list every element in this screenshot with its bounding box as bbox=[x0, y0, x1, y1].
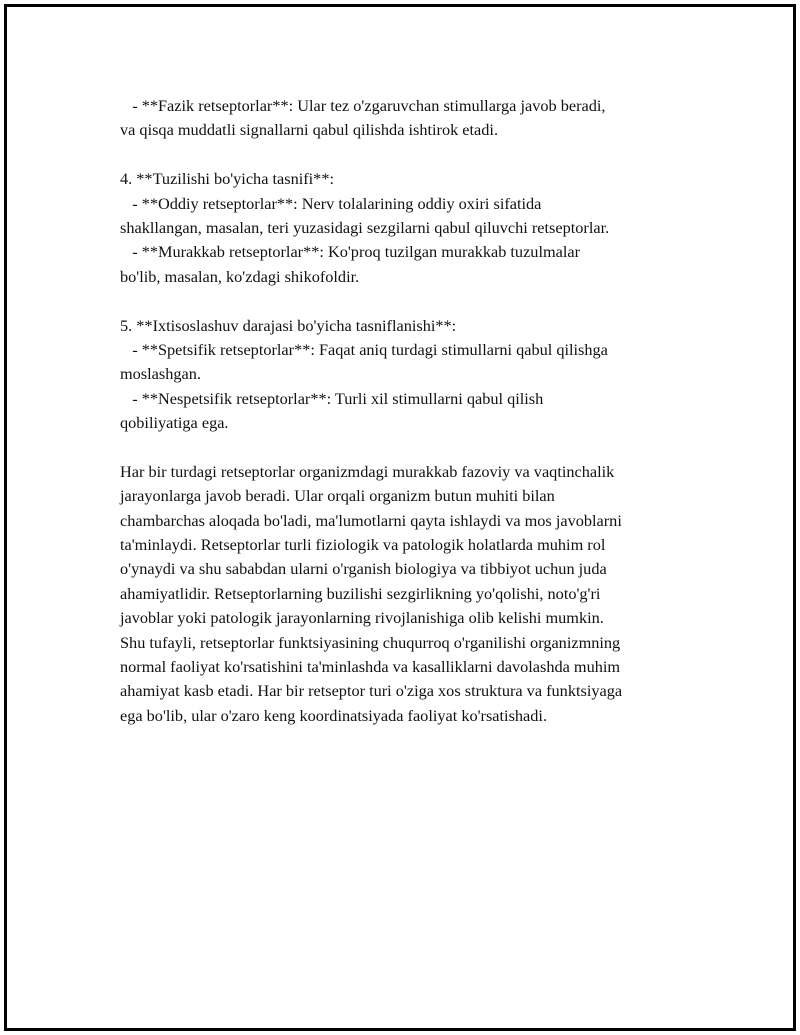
document-body bbox=[120, 94, 705, 728]
document-page bbox=[4, 4, 796, 1031]
text-line: jarayonlarga javob beradi. Ular orqali organizm butun muhiti bilan bbox=[120, 486, 555, 506]
text-line: shakllangan, masalan, teri yuzasidagi sezgilarni qabul qiluvchi retseptorlar. bbox=[120, 217, 610, 237]
text-line: va qisqa muddatli signallarni qabul qilishda ishtirok etadi. bbox=[120, 120, 499, 140]
section-heading: 4. **Tuzilishi bo'yicha tasnifi**: bbox=[120, 169, 334, 189]
text-line: ta'minlaydi. Retseptorlar turli fiziologik va patologik holatlarda muhim rol bbox=[120, 535, 606, 555]
text-line: qobiliyatiga ega. bbox=[120, 413, 229, 433]
paragraph-tuzilishi-tasnifi bbox=[120, 167, 705, 289]
section-heading: 5. **Ixtisoslashuv darajasi bo'yicha tasniflanishi**: bbox=[120, 315, 457, 335]
text-line: chambarchas aloqada bo'ladi, ma'lumotlarni qayta ishlaydi va mos javoblarni bbox=[120, 510, 622, 530]
paragraph-spacer bbox=[120, 435, 705, 459]
text-line: - **Nespetsifik retseptorlar**: Turli xil stimullarni qabul qilish bbox=[120, 388, 544, 408]
paragraph-ixtisoslashuv-tasnifi bbox=[120, 314, 705, 436]
text-line: ahamiyat kasb etadi. Har bir retseptor turi o'ziga xos struktura va funktsiyaga bbox=[120, 681, 623, 701]
paragraph-spacer bbox=[120, 143, 705, 167]
paragraph-fazik-retseptorlar bbox=[120, 94, 705, 143]
paragraph-spacer bbox=[120, 289, 705, 313]
text-line: bo'lib, masalan, ko'zdagi shikofoldir. bbox=[120, 266, 360, 286]
text-line: - **Murakkab retseptorlar**: Ko'proq tuzilgan murakkab tuzulmalar bbox=[120, 242, 581, 262]
text-line: - **Spetsifik retseptorlar**: Faqat aniq turdagi stimullarni qabul qilishga bbox=[120, 339, 608, 359]
text-line: - **Fazik retseptorlar**: Ular tez o'zgaruvchan stimullarga javob beradi, bbox=[120, 96, 606, 115]
text-line: normal faoliyat ko'rsatishini ta'minlashda va kasalliklarni davolashda muhim bbox=[120, 656, 621, 676]
paragraph-summary bbox=[120, 460, 705, 728]
text-line: ega bo'lib, ular o'zaro keng koordinatsiyada faoliyat ko'rsatishadi. bbox=[120, 705, 548, 725]
text-line: Har bir turdagi retseptorlar organizmdagi murakkab fazoviy va vaqtinchalik bbox=[120, 461, 615, 481]
text-line: Shu tufayli, retseptorlar funktsiyasining chuqurroq o'rganilishi organizmning bbox=[120, 632, 621, 652]
text-line: - **Oddiy retseptorlar**: Nerv tolalarining oddiy oxiri sifatida bbox=[120, 193, 542, 213]
text-line: javoblar yoki patologik jarayonlarning rivojlanishiga olib kelishi mumkin. bbox=[120, 608, 604, 628]
text-line: o'ynaydi va shu sababdan ularni o'rganish biologiya va tibbiyot uchun juda bbox=[120, 559, 607, 579]
text-line: moslashgan. bbox=[120, 364, 201, 384]
text-line: ahamiyatlidir. Retseptorlarning buzilishi sezgirlikning yo'qolishi, noto'g'ri bbox=[120, 583, 601, 603]
